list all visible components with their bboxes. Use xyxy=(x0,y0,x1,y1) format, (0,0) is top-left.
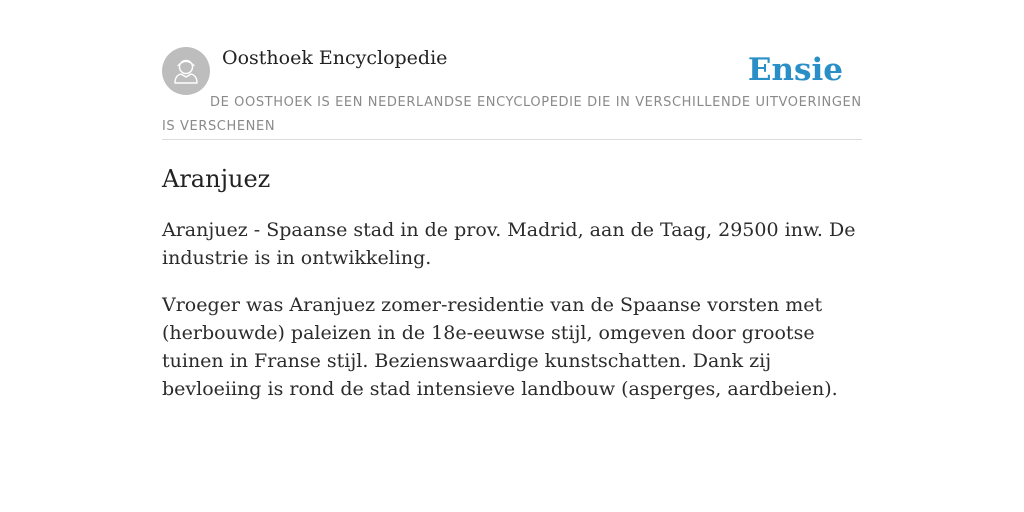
article-title: Aranjuez xyxy=(162,165,271,193)
user-icon xyxy=(162,47,210,95)
site-name[interactable]: Oosthoek Encyclopedie xyxy=(222,47,448,69)
header xyxy=(162,46,862,140)
author-avatar[interactable] xyxy=(162,47,210,95)
brand-logo[interactable]: Ensie xyxy=(747,52,843,88)
article-paragraph: Aranjuez - Spaanse stad in de prov. Madrid, aan de Taag, 29500 inw. De industrie is in ontwikkeling. xyxy=(162,219,856,269)
page xyxy=(162,46,862,403)
site-description: DE OOSTHOEK IS EEN NEDERLANDSE ENCYCLOPEDIE DIE IN VERSCHILLENDE UITVOERINGEN IS VERSCHENEN xyxy=(162,95,862,134)
article-paragraph: Vroeger was Aranjuez zomer-residentie van de Spaanse vorsten met (herbouwde) paleizen in de 18e-eeuwse stijl, omgeven door grootse tuinen in Franse stijl. Bezienswaardige kunstschatten. Dank zij bevloeiing is rond de stad intensieve landbouw (asperges, aardbeien). xyxy=(162,294,838,400)
